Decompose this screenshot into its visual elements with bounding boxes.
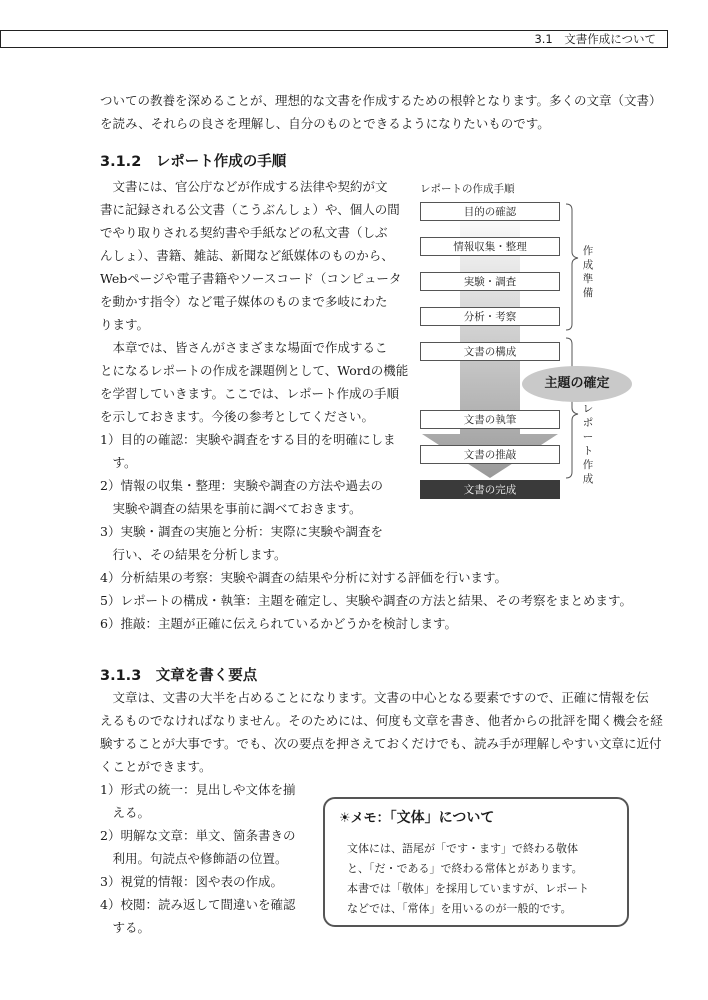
step-1-line: 1）目的の確認：実験や調査をする目的を明確にしま bbox=[100, 432, 396, 447]
point-4-line: する。 bbox=[100, 920, 151, 935]
intro-paragraph bbox=[100, 89, 662, 135]
section-heading-312: 3.1.2 レポート作成の手順 bbox=[100, 154, 287, 170]
flow-step-box: 分析・考察 bbox=[420, 307, 560, 326]
highlight-ellipse: 主題の確定 bbox=[522, 366, 632, 402]
memo-header bbox=[339, 807, 494, 827]
step-5-line: 5）レポートの構成・執筆：主題を確定し、実験や調査の方法と結果、その考察をまとめます。 bbox=[100, 593, 632, 608]
text-line: えるものでなければなりません。そのためには、何度も文章を書き、他者からの批評を聞く機会を経 bbox=[100, 713, 663, 728]
flow-step-box: 文書の執筆 bbox=[420, 410, 560, 429]
text-line: 験することが大事です。でも、次の要点を押さえておくだけでも、読み手が理解しやすい文章に近付 bbox=[100, 736, 662, 751]
sun-icon: ☀ bbox=[339, 811, 351, 826]
flow-title: レポートの作成手順 bbox=[420, 183, 515, 195]
text-line: とになるレポートの作成を課題例として、Wordの機能 bbox=[100, 363, 409, 378]
text-line: を読み、それらの良さを理解し、自分のものとできるようになりたいものです。 bbox=[100, 116, 550, 131]
memo-line: 本書では「敬体」を採用していますが、レポート bbox=[347, 882, 589, 895]
text-line: を動かす指令）など電子媒体のものまで多岐にわた bbox=[100, 294, 388, 309]
flow-final-box: 文書の完成 bbox=[420, 480, 560, 499]
step-6-line: 6）推敲：主題が正確に伝えられているかどうかを検討します。 bbox=[100, 616, 457, 631]
flow-step-box: 目的の確認 bbox=[420, 202, 560, 221]
text-line: Webページや電子書籍やソースコード（コンピュータ bbox=[100, 271, 402, 286]
text-line: くことができます。 bbox=[100, 759, 212, 774]
flow-step-box: 文書の推敲 bbox=[420, 445, 560, 464]
memo-line: 文体には、語尾が「です・ます」で終わる敬体 bbox=[347, 842, 578, 855]
step-2-line: 実験や調査の結果を事前に調べておきます。 bbox=[100, 501, 362, 516]
text-line: んしょ）、書籍、雑誌、新聞など紙媒体のものから、 bbox=[100, 248, 394, 263]
flow-step-box: 実験・調査 bbox=[420, 272, 560, 291]
step-2-line: 2）情報の収集・整理：実験や調査の方法や過去の bbox=[100, 478, 383, 493]
point-2-line: 2）明解な文章：単文、箇条書きの bbox=[100, 828, 296, 843]
point-3-line: 3）視覚的情報：図や表の作成。 bbox=[100, 874, 283, 889]
point-2-line: 利用。句読点や修飾語の位置。 bbox=[100, 851, 288, 866]
text-line: を学習していきます。ここでは、レポート作成の手順 bbox=[100, 386, 400, 401]
text-line: でやり取りされる契約書や手紙などの私文書（しぶ bbox=[100, 225, 388, 240]
text-line: ります。 bbox=[100, 317, 150, 332]
step-3-line: 3）実験・調査の実施と分析：実際に実験や調査を bbox=[100, 524, 383, 539]
text-line: ついての教養を深めることが、理想的な文書を作成するための根幹となります。多くの文章（文書） bbox=[100, 93, 662, 108]
flow-group-label-report: レポート作成 bbox=[582, 403, 594, 485]
flow-step-box: 情報収集・整理 bbox=[420, 237, 560, 256]
point-1-line: 1）形式の統一：見出しや文体を揃 bbox=[100, 782, 296, 797]
text-line: 書に記録される公文書（こうぶんしょ）や、個人の間 bbox=[100, 202, 400, 217]
step-1-line: す。 bbox=[100, 455, 137, 470]
point-1-line: える。 bbox=[100, 805, 151, 820]
text-line: 本章では、皆さんがさまざまな場面で作成するこ bbox=[100, 340, 388, 355]
memo-body bbox=[347, 839, 589, 919]
point-4-line: 4）校閲：読み返して間違いを確認 bbox=[100, 897, 296, 912]
memo-title: 「文体」について bbox=[389, 810, 495, 826]
flow-group-label-prep: 作成準備 bbox=[582, 245, 594, 299]
section-heading-313: 3.1.3 文章を書く要点 bbox=[100, 668, 258, 684]
text-line: 文章は、文書の大半を占めることになります。文書の中心となる要素ですので、正確に情報を伝 bbox=[100, 690, 649, 705]
memo-line: と、「だ・である」で終わる常体とがあります。 bbox=[347, 862, 583, 875]
flow-step-box: 文書の構成 bbox=[420, 342, 560, 361]
text-line: 文書には、官公庁などが作成する法律や契約が文 bbox=[100, 179, 388, 194]
step-3-line: 行い、その結果を分析します。 bbox=[100, 547, 287, 562]
memo-line: などでは、「常体」を用いるのが一般的です。 bbox=[347, 902, 572, 915]
text-line: を示しておきます。今後の参考としてください。 bbox=[100, 409, 375, 424]
memo-label: メモ： bbox=[350, 811, 390, 826]
memo-box bbox=[323, 797, 629, 927]
step-4-line: 4）分析結果の考察：実験や調査の結果や分析に対する評価を行います。 bbox=[100, 570, 507, 585]
running-header: 3.1 文書作成について bbox=[534, 32, 656, 46]
